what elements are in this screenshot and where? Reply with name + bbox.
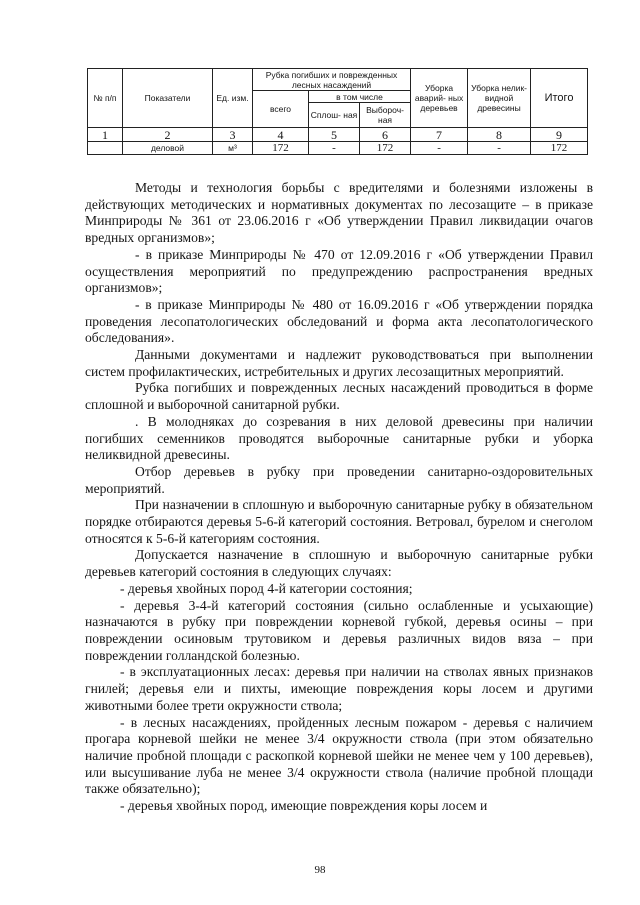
- paragraph: Допускается назначение в сплошную и выборочную санитарные рубки деревьев категорий состояния в следующих случаях:: [85, 547, 593, 580]
- column-number: 9: [531, 128, 588, 142]
- row-emergency: -: [411, 142, 468, 155]
- header-sum: Итого: [531, 69, 588, 128]
- paragraph: - деревья хвойных пород 4-й категории состояния;: [120, 580, 413, 596]
- paragraph: - в приказе Минприроды № 470 от 12.09.2016 г «Об утверждении Правил осуществления мероприятий по предупреждению распространения вредных организмов»;: [85, 246, 593, 296]
- paragraph: - в лесных насаждениях, пройденных лесным пожаром - деревья с наличием прогара корневой шейки не менее 3/4 окружности ствола (при этом обязательно наличие пробной площади с раскопкой корневой шейки не менее чем у 100 деревьев), или высушивание луба не менее 3/4 окружности ствола (наличие пробной площади также обязательно);: [85, 714, 593, 797]
- paragraph: Отбор деревьев в рубку при проведении санитарно-оздоровительных мероприятий.: [85, 463, 593, 496]
- paragraph: - в приказе Минприроды № 480 от 16.09.2016 г «Об утверждении порядка проведения лесопатологических обследований и форма акта лесопатологического обследования».: [85, 296, 593, 346]
- row-num: [88, 142, 123, 155]
- header-unit: Ед. изм.: [213, 69, 253, 128]
- paragraph: При назначении в сплошную и выборочную санитарные рубку в обязательном порядке отбираются деревья 5-6-й категорий состояния. Ветровал, бурелом и снеголом относятся к 5-6-й категориям состояния.: [85, 497, 593, 546]
- row-clear: -: [309, 142, 360, 155]
- column-number: 7: [411, 128, 468, 142]
- column-number: 3: [213, 128, 253, 142]
- paragraph: - в эксплуатационных лесах: деревья при наличии на стволах явных признаков гнилей; деревья ели и пихты, имеющие повреждения коры лосем и другими животными более трети окружности ствола;: [85, 664, 593, 713]
- row-unit: м³: [213, 142, 253, 155]
- column-number-row: [88, 128, 588, 142]
- row-nonliquid: -: [468, 142, 531, 155]
- page-number: 98: [314, 864, 326, 876]
- header-including: в том числе: [309, 91, 411, 103]
- paragraph: - деревья 3-4-й категорий состояния (сильно ослабленные и усыхающие) назначаются в рубку при повреждении корневой губкой, деревья осины – при повреждении осиновым трутовиком и деревья различных видов вяза – при повреждении голландской болезнью.: [85, 597, 593, 663]
- header-indicator: Показатели: [123, 69, 213, 128]
- row-indicator: деловой: [123, 142, 213, 155]
- paragraph: Рубка погибших и поврежденных лесных насаждений проводиться в форме сплошной и выборочной санитарной рубки.: [85, 380, 593, 413]
- felling-volume-table: [87, 68, 588, 155]
- header-felling: Рубка погибших и поврежденных лесных насаждений: [253, 69, 411, 91]
- header-emergency: Уборка аварий- ных деревьев: [411, 69, 468, 128]
- header-selective: Выбороч- ная: [360, 103, 411, 128]
- column-number: 5: [309, 128, 360, 142]
- column-number: 6: [360, 128, 411, 142]
- table-row: [88, 142, 588, 155]
- paragraph: - деревья хвойных пород, имеющие повреждения коры лосем и: [120, 798, 488, 814]
- paragraph: Методы и технология борьбы с вредителями и болезнями изложены в действующих методических и нормативных документах по лесозащите – в приказе Минприроды № 361 от 23.06.2016 г «Об утверждении Правил ликвидации очагов вредных организмов»;: [85, 180, 593, 246]
- paragraph: Данными документами и надлежит руководствоваться при выполнении систем профилактических, истребительных и других лесозащитных мероприятий.: [85, 347, 593, 379]
- header-total-sub: всего: [253, 91, 309, 128]
- row-selective: 172: [360, 142, 411, 155]
- header-num: № п/п: [88, 69, 123, 128]
- header-nonliquid: Уборка нелик- видной древесины: [468, 69, 531, 128]
- column-number: 4: [253, 128, 309, 142]
- column-number: 2: [123, 128, 213, 142]
- column-number: 1: [88, 128, 123, 142]
- column-number: 8: [468, 128, 531, 142]
- paragraph: . В молодняках до созревания в них деловой древесины при наличии погибших семенников проводятся выборочные санитарные рубки и уборка неликвидной древесины.: [85, 413, 593, 463]
- row-sum: 172: [531, 142, 588, 155]
- row-total: 172: [253, 142, 309, 155]
- body-text: [85, 180, 593, 815]
- header-clear: Сплош- ная: [309, 103, 360, 128]
